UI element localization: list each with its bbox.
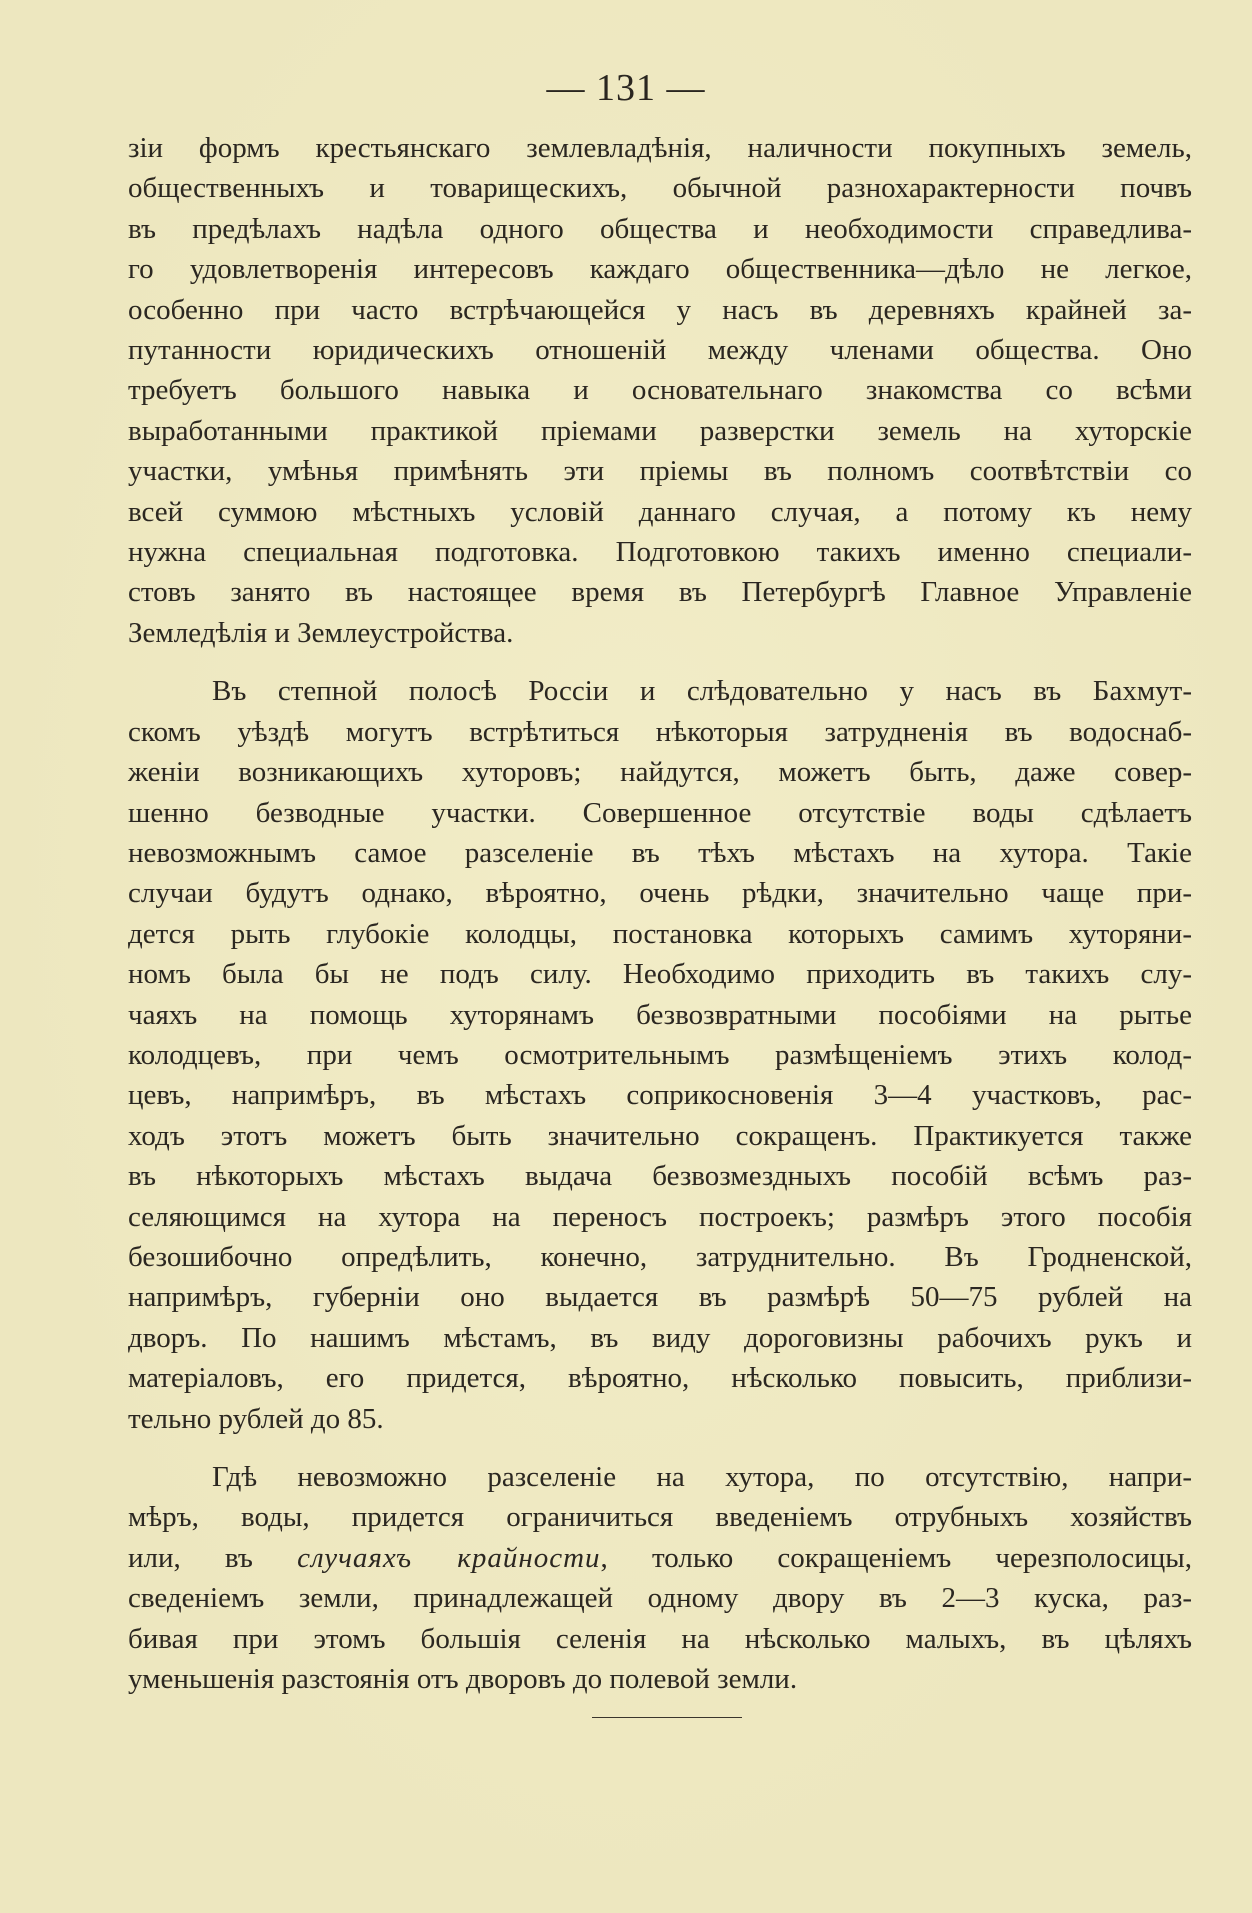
text-line <box>128 1659 1192 1699</box>
text-line <box>128 1578 1192 1618</box>
text-line: селяющимся на хутора на переносъ построекъ; размѣръ этого пособія <box>128 1200 1192 1233</box>
emphasized-text: случаяхъ крайности <box>297 1541 601 1574</box>
text-line: напримѣръ, губерніи оно выдается въ размѣрѣ 50—75 рублей на <box>128 1281 1192 1314</box>
text-line: ходъ этотъ можетъ быть значительно сокращенъ. Практикуется также <box>128 1119 1192 1152</box>
text-line: номъ была бы не подъ силу. Необходимо приходить въ такихъ слу- <box>128 958 1192 991</box>
text-line: выработанными практикой пріемами разверстки земель на хуторскіе <box>128 414 1192 447</box>
text-line <box>128 1538 1192 1578</box>
text-line: матеріаловъ, его придется, вѣроятно, нѣсколько повысить, приблизи- <box>128 1362 1192 1395</box>
text-line: въ предѣлахъ надѣла одного общества и необходимости справедлива- <box>128 212 1192 245</box>
text-run: мѣръ, воды, придется ограничиться введеніемъ отрубныхъ хозяйствъ <box>128 1501 1192 1534</box>
text-line: всей суммою мѣстныхъ условій даннаго случая, а потому къ нему <box>128 495 1192 528</box>
page-body <box>128 128 1192 1717</box>
paragraph-1 <box>128 128 1192 653</box>
text-run: , только сокращеніемъ черезполосицы, <box>600 1541 1192 1574</box>
text-line: нужна специальная подготовка. Подготовкою такихъ именно специали- <box>128 536 1192 569</box>
text-run: Гдѣ невозможно разселеніе на хутора, по отсутствію, напри- <box>212 1461 1192 1493</box>
text-line: дется рыть глубокіе колодцы, постановка которыхъ самимъ хуторяни- <box>128 917 1192 950</box>
text-line: зіи формъ крестьянскаго землевладѣнія, наличности покупныхъ земель, <box>128 132 1192 164</box>
text-line: безошибочно опредѣлить, конечно, затруднительно. Въ Гродненской, <box>128 1240 1192 1273</box>
text-line: случаи будутъ однако, вѣроятно, очень рѣдки, значительно чаще при- <box>128 877 1192 910</box>
text-line <box>128 1457 1192 1497</box>
text-line: участки, умѣнья примѣнять эти пріемы въ полномъ соотвѣтствіи со <box>128 455 1192 488</box>
text-line: женіи возникающихъ хуторовъ; найдутся, можетъ быть, даже совер- <box>128 756 1192 789</box>
page-number: — 131 — <box>546 67 706 109</box>
paragraph-3 <box>128 1457 1192 1699</box>
text-line: колодцевъ, при чемъ осмотрительнымъ размѣщеніемъ этихъ колод- <box>128 1038 1192 1071</box>
text-line: стовъ занято въ настоящее время въ Петербургѣ Главное Управленіе <box>128 576 1192 609</box>
text-line: Земледѣлія и Землеустройства. <box>128 616 514 649</box>
text-line: чаяхъ на помощь хуторянамъ безвозвратными пособіями на рытье <box>128 998 1192 1031</box>
text-line: путанности юридическихъ отношеній между членами общества. Оно <box>128 334 1192 367</box>
text-line: дворъ. По нашимъ мѣстамъ, въ виду дороговизны рабочихъ рукъ и <box>128 1321 1192 1354</box>
text-line: го удовлетворенія интересовъ каждаго общественника—дѣло не легкое, <box>128 253 1192 286</box>
text-line: Въ степной полосѣ Россіи и слѣдовательно у насъ въ Бахмут- <box>212 675 1192 708</box>
text-line: цевъ, напримѣръ, въ мѣстахъ соприкосновенія 3—4 участковъ, рас- <box>128 1079 1192 1112</box>
text-line: невозможнымъ самое разселеніе въ тѣхъ мѣстахъ на хутора. Такіе <box>128 836 1192 869</box>
text-line: въ нѣкоторыхъ мѣстахъ выдача безвозмездныхъ пособій всѣмъ раз- <box>128 1160 1192 1193</box>
text-line: тельно рублей до 85. <box>128 1402 384 1435</box>
text-run: или, въ <box>128 1541 298 1574</box>
section-end-rule <box>592 1717 742 1718</box>
text-line: общественныхъ и товарищескихъ, обычной разнохарактерности почвъ <box>128 172 1192 205</box>
text-line: шенно безводные участки. Совершенное отсутствіе воды сдѣлаетъ <box>128 796 1192 829</box>
text-run: бивая при этомъ большія селенія на нѣсколько малыхъ, въ цѣляхъ <box>128 1622 1192 1655</box>
text-line: особенно при часто встрѣчающейся у насъ въ деревняхъ крайней за- <box>128 293 1192 326</box>
text-run: сведеніемъ земли, принадлежащей одному двору въ 2—3 куска, раз- <box>128 1582 1192 1615</box>
text-line <box>128 1497 1192 1537</box>
text-line: требуетъ большого навыка и основательнаго знакомства со всѣми <box>128 374 1192 407</box>
text-line: скомъ уѣздѣ могутъ встрѣтиться нѣкоторыя затрудненія въ водоснаб- <box>128 715 1192 748</box>
text-line <box>128 1619 1192 1659</box>
paragraph-2 <box>128 671 1192 1439</box>
text-run: уменьшенія разстоянія отъ дворовъ до полевой земли. <box>128 1663 798 1696</box>
